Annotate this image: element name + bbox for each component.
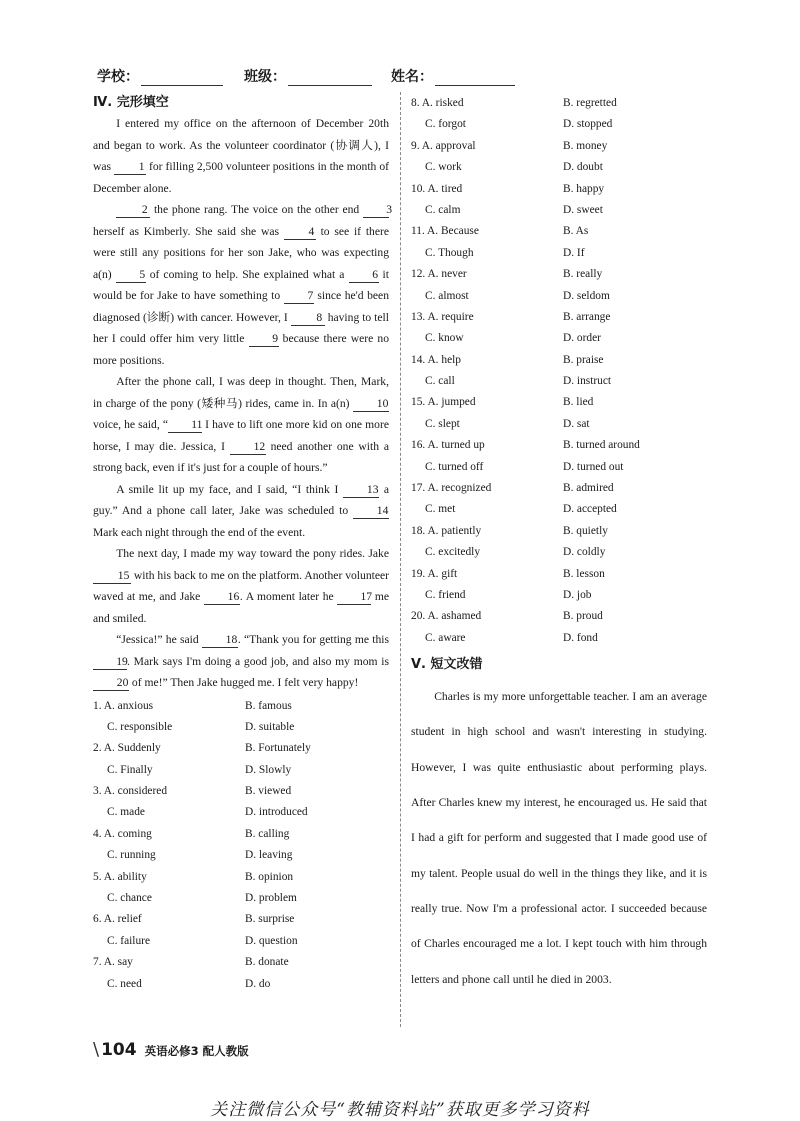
option-d: D. suitable (245, 720, 295, 733)
option-row (93, 696, 389, 717)
option-b: B. really (563, 268, 603, 281)
blank-8: 8 (291, 311, 325, 326)
option-row (93, 738, 389, 759)
option-a: 18. A. patiently (411, 524, 482, 537)
option-d: D. introduced (245, 806, 308, 819)
option-row (93, 931, 389, 952)
passage-text: I have to lift one more kid on one more horse, I may die. Jessica, I (93, 418, 389, 453)
option-c: C. almost (425, 289, 469, 302)
left-column (93, 93, 392, 995)
option-row (411, 457, 707, 478)
blank-9: 9 (249, 332, 279, 347)
passage-text: The next day, I made my way toward the pony rides. Jake (116, 547, 389, 560)
option-a: 9. A. approval (411, 139, 476, 152)
option-row (93, 824, 389, 845)
cloze-paragraph-4 (93, 479, 389, 544)
passage-text: me and smiled. (93, 590, 389, 625)
name-label: 姓名： (391, 69, 433, 85)
passage-text: of coming to help. She explained what a (145, 267, 349, 281)
option-a: 14. A. help (411, 353, 461, 366)
passage-text: herself as Kimberly. She said she was (93, 224, 284, 238)
option-row (411, 435, 707, 456)
option-a: 6. A. relief (93, 913, 142, 926)
option-d: D. order (563, 332, 601, 345)
option-row (411, 264, 707, 285)
passage-text: After the phone call, I was deep in thought. Then, Mark, in charge of the pony (矮种马) rides, came in. In a(n) (93, 375, 389, 410)
option-b: B. As (563, 225, 589, 238)
option-row (93, 867, 389, 888)
option-a: 20. A. ashamed (411, 610, 482, 623)
option-d: D. turned out (563, 460, 624, 473)
option-row (411, 414, 707, 435)
passage-text: “Jessica!” he said (116, 633, 202, 646)
option-d: D. seldom (563, 289, 610, 302)
option-row (411, 542, 707, 563)
option-d: D. coldly (563, 546, 606, 559)
passage-text: of me!” Then Jake hugged me. I felt very happy! (129, 676, 359, 689)
blank-19: 19 (93, 655, 127, 670)
section-4-title: Ⅳ. 完形填空 (93, 95, 169, 110)
option-c: C. Finally (107, 763, 153, 776)
passage-text: with his back to me on the platform. Another volunteer waved at me, and Jake (93, 568, 389, 603)
option-row (411, 521, 707, 542)
option-c: C. chance (107, 892, 152, 905)
cloze-paragraph-1 (93, 113, 389, 199)
option-a: 10. A. tired (411, 182, 463, 195)
option-b: B. surprise (245, 913, 295, 926)
cloze-paragraph-2 (93, 199, 392, 371)
option-a: 5. A. ability (93, 870, 147, 883)
option-a: 4. A. coming (93, 827, 152, 840)
option-row (93, 909, 389, 930)
option-row (411, 478, 707, 499)
options-list-left (93, 696, 389, 995)
option-d: D. doubt (563, 161, 603, 174)
class-label: 班级： (244, 69, 286, 85)
cloze-paragraph-3 (93, 371, 389, 479)
option-b: B. turned around (563, 439, 640, 452)
option-row (411, 114, 707, 135)
option-b: B. quietly (563, 524, 608, 537)
option-b: B. Fortunately (245, 742, 311, 755)
page-footer (93, 1039, 249, 1061)
cloze-paragraph-6 (93, 629, 389, 694)
school-field (97, 66, 223, 86)
option-b: B. praise (563, 353, 604, 366)
option-d: D. fond (563, 631, 598, 644)
option-c: C. need (107, 977, 142, 990)
option-row (411, 585, 707, 606)
option-row (93, 888, 389, 909)
blank-13: 13 (343, 483, 379, 498)
option-a: 11. A. Because (411, 225, 479, 238)
book-title: 英语必修3 配人教版 (144, 1044, 249, 1058)
blank-17: 17 (337, 590, 371, 605)
option-c: C. forgot (425, 118, 466, 131)
option-d: D. If (563, 246, 585, 259)
passage-text: . “Thank you for getting me this (237, 633, 389, 646)
option-row (411, 499, 707, 520)
option-d: D. Slowly (245, 763, 292, 776)
option-d: D. accepted (563, 503, 617, 516)
option-row (411, 243, 707, 264)
option-row (93, 845, 389, 866)
option-c: C. turned off (425, 460, 484, 473)
section-5-title: Ⅴ. 短文改错 (411, 657, 483, 673)
blank-5: 5 (116, 268, 146, 283)
option-row (93, 802, 389, 823)
option-a: 8. A. risked (411, 97, 464, 109)
blank-15: 15 (93, 569, 131, 584)
option-d: D. sweet (563, 203, 603, 216)
option-d: D. do (245, 977, 271, 990)
name-field (391, 66, 515, 86)
option-b: B. admired (563, 482, 614, 495)
option-b: B. famous (245, 699, 292, 712)
option-c: C. call (425, 375, 455, 388)
option-a: 1. A. anxious (93, 699, 154, 712)
option-c: C. responsible (107, 720, 173, 733)
option-row (411, 628, 707, 649)
passage-text: for filling 2,500 volunteer positions in the month of December alone. (93, 160, 390, 195)
option-row (93, 781, 389, 802)
option-d: D. question (245, 934, 298, 947)
option-d: D. stopped (563, 118, 613, 131)
passage-text: a guy.” And a phone call later, Jake was scheduled to (93, 482, 389, 517)
option-a: 17. A. recognized (411, 482, 492, 495)
option-b: B. lesson (563, 567, 605, 580)
passage-text: it would be for Jake to have something to (93, 267, 389, 302)
option-c: C. met (425, 503, 456, 516)
column-divider (400, 92, 401, 1027)
option-d: D. sat (563, 417, 590, 430)
blank-12: 12 (230, 440, 266, 455)
passage-text: because there were no more positions. (93, 332, 389, 367)
option-row (411, 286, 707, 307)
blank-11: 11 (168, 418, 202, 433)
option-row (411, 371, 707, 392)
option-row (411, 93, 707, 114)
passage-text: voice, he said, “ (93, 418, 169, 431)
option-row (411, 200, 707, 221)
option-c: C. calm (425, 203, 461, 216)
option-a: 15. A. jumped (411, 396, 476, 409)
option-c: C. aware (425, 631, 466, 644)
passage-text: since he'd been diagnosed (诊断) with cancer. However, I (93, 289, 390, 324)
blank-6: 6 (349, 268, 379, 283)
option-c: C. failure (107, 934, 151, 947)
blank-4: 4 (284, 225, 316, 240)
option-row (411, 564, 707, 585)
option-row (411, 136, 707, 157)
option-d: D. job (563, 588, 592, 601)
class-field (244, 66, 372, 86)
footer-slash-mark: \ (93, 1039, 100, 1060)
option-row (93, 974, 389, 995)
option-b: B. calling (245, 827, 290, 840)
passage-text: to see if there were still any positions for her son Jake, who was expecting a(n) (93, 224, 389, 281)
option-row (411, 350, 707, 371)
cloze-paragraph-5 (93, 543, 389, 629)
school-label: 学校： (97, 69, 139, 85)
blank-10: 10 (353, 397, 389, 412)
option-row (411, 179, 707, 200)
student-info-header (0, 66, 800, 88)
option-c: C. know (425, 332, 464, 345)
passage-text: Mark each night through the end of the event. (93, 525, 306, 539)
option-a: 16. A. turned up (411, 439, 485, 452)
option-b: B. lied (563, 396, 594, 409)
page-number: 104 (101, 1040, 137, 1060)
right-column (411, 93, 707, 997)
option-a: 13. A. require (411, 310, 474, 323)
option-a: 7. A. say (93, 956, 133, 969)
option-c: C. slept (425, 417, 460, 430)
option-b: B. viewed (245, 785, 292, 798)
passage-text: the phone rang. The voice on the other end (150, 203, 363, 216)
option-a: 12. A. never (411, 268, 467, 281)
blank-14: 14 (353, 504, 389, 519)
option-c: C. friend (425, 588, 466, 601)
option-b: B. donate (245, 956, 289, 969)
blank-20: 20 (93, 676, 129, 691)
option-row (411, 221, 707, 242)
option-a: 3. A. considered (93, 785, 168, 798)
option-c: C. Though (425, 246, 474, 259)
option-c: C. running (107, 849, 156, 862)
option-c: C. excitedly (425, 546, 481, 559)
blank-2: 2 (116, 203, 150, 218)
error-correction-passage: Charles is my more unforgettable teacher. I am an average student in high school and wasn't interesting in studying. However, I was quite enthusiastic about performing plays. After Charles knew my interest, he encouraged us. He said that I had a gift for perform and suggested that I made good use of my talent. People usual do well in the things they like, and it is really true. Now I'm a professional actor. I succeeded because of Charles encouraged me a lot. I kept touch with him through letters and phone call until he died in 2003. (411, 690, 707, 986)
option-b: B. proud (563, 610, 603, 623)
class-blank-line (288, 71, 372, 86)
option-row (411, 392, 707, 413)
option-a: 19. A. gift (411, 567, 458, 580)
wechat-promo-note: 关注微信公众号“教辅资料站”获取更多学习资料 (210, 1100, 590, 1120)
passage-text: need another one with a strong back, even if it's just for a couple of hours.” (93, 439, 389, 474)
option-c: C. work (425, 161, 462, 174)
school-blank-line (141, 71, 223, 86)
option-d: D. problem (245, 892, 297, 905)
passage-text: having to tell her I could offer him very little (93, 310, 389, 345)
options-list-right (411, 93, 707, 649)
option-d: D. instruct (563, 375, 612, 388)
option-row (411, 606, 707, 627)
blank-1: 1 (114, 160, 146, 175)
option-row (411, 157, 707, 178)
option-d: D. leaving (245, 849, 293, 862)
option-b: B. regretted (563, 97, 617, 109)
option-row (93, 717, 389, 738)
option-row (411, 328, 707, 349)
passage-text: A smile lit up my face, and I said, “I think I (116, 482, 344, 496)
passage-text: I entered my office on the afternoon of December 20th and began to work. As the volunteer coordinator (协调人), I was (93, 117, 389, 173)
option-b: B. arrange (563, 310, 611, 323)
option-row (93, 760, 389, 781)
blank-16: 16 (204, 590, 240, 605)
blank-7: 7 (284, 289, 314, 304)
passage-text: . Mark says I'm doing a good job, and also my mom is (127, 654, 389, 668)
blank-18: 18 (202, 633, 238, 648)
option-b: B. opinion (245, 870, 294, 883)
option-row (93, 952, 389, 973)
option-b: B. happy (563, 182, 605, 195)
option-c: C. made (107, 806, 145, 819)
option-row (411, 307, 707, 328)
blank-3: 3 (363, 203, 389, 218)
passage-text: . A moment later he (239, 590, 338, 603)
name-blank-line (435, 71, 515, 86)
option-b: B. money (563, 139, 608, 152)
option-a: 2. A. Suddenly (93, 742, 161, 755)
